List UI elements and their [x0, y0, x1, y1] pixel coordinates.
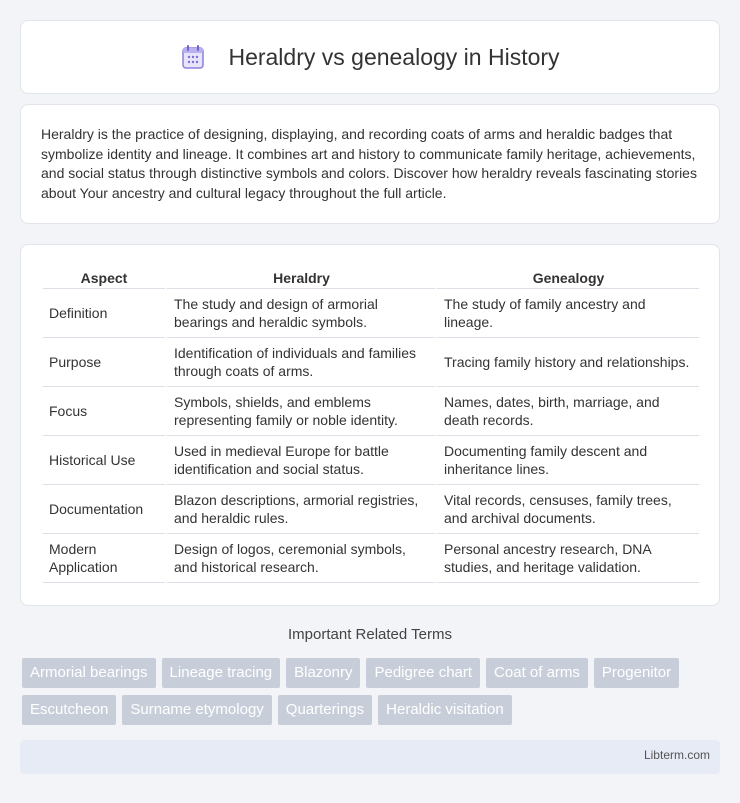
- cell-genealogy: Vital records, censuses, family trees, and archival documents.: [435, 485, 699, 534]
- cell-heraldry: The study and design of armorial bearings and heraldic symbols.: [165, 289, 435, 338]
- header-genealogy: Genealogy: [435, 265, 699, 289]
- related-term-tag[interactable]: Armorial bearings: [22, 658, 156, 688]
- related-term-tag[interactable]: Heraldic visitation: [378, 695, 512, 725]
- related-term-tag[interactable]: Pedigree chart: [366, 658, 480, 688]
- cell-aspect: Modern Application: [43, 534, 165, 583]
- title-card: [20, 20, 720, 94]
- comparison-table-card: [20, 244, 720, 606]
- cell-genealogy: Personal ancestry research, DNA studies, and heritage validation.: [435, 534, 699, 583]
- intro-card: [20, 104, 720, 224]
- table-row: [43, 338, 699, 387]
- cell-aspect: Documentation: [43, 485, 165, 534]
- related-terms-list: [22, 658, 722, 725]
- cell-genealogy: Documenting family descent and inheritance lines.: [435, 436, 699, 485]
- cell-heraldry: Blazon descriptions, armorial registries, and heraldic rules.: [165, 485, 435, 534]
- cell-heraldry: Used in medieval Europe for battle identification and social status.: [165, 436, 435, 485]
- cell-heraldry: Identification of individuals and families through coats of arms.: [165, 338, 435, 387]
- table-row: [43, 289, 699, 338]
- table-row: [43, 485, 699, 534]
- cell-genealogy: The study of family ancestry and lineage.: [435, 289, 699, 338]
- table-row: [43, 534, 699, 583]
- cell-aspect: Focus: [43, 387, 165, 436]
- table-row: [43, 436, 699, 485]
- related-term-tag[interactable]: Progenitor: [594, 658, 679, 688]
- cell-heraldry: Design of logos, ceremonial symbols, and historical research.: [165, 534, 435, 583]
- related-term-tag[interactable]: Escutcheon: [22, 695, 116, 725]
- footer-brand-link[interactable]: Libterm.com: [643, 748, 710, 762]
- related-term-tag[interactable]: Coat of arms: [486, 658, 588, 688]
- cell-genealogy: Names, dates, birth, marriage, and death records.: [435, 387, 699, 436]
- cell-aspect: Definition: [43, 289, 165, 338]
- related-term-tag[interactable]: Surname etymology: [122, 695, 271, 725]
- comparison-table: [43, 265, 699, 583]
- intro-text: Heraldry is the practice of designing, displaying, and recording coats of arms and heraldic badges that symbolize identity and lineage. It combines art and history to communicate family heritage, achievements, and social status through distinctive symbols and colors. Discover how heraldry reveals fascinating stories about Your ancestry and cultural legacy throughout the full article.: [41, 126, 697, 201]
- page-title: Heraldry vs genealogy in History: [228, 43, 560, 70]
- cell-heraldry: Symbols, shields, and emblems representing family or noble identity.: [165, 387, 435, 436]
- related-term-tag[interactable]: Lineage tracing: [162, 658, 281, 688]
- related-term-tag[interactable]: Quarterings: [278, 695, 372, 725]
- cell-aspect: Historical Use: [43, 436, 165, 485]
- header-heraldry: Heraldry: [165, 265, 435, 289]
- header-aspect: Aspect: [43, 265, 165, 289]
- table-row: [43, 387, 699, 436]
- cell-aspect: Purpose: [43, 338, 165, 387]
- document-grid-icon: [180, 44, 206, 70]
- cell-genealogy: Tracing family history and relationships.: [435, 338, 699, 387]
- table-header-row: [43, 265, 699, 289]
- footer: [20, 740, 720, 774]
- related-terms-title: Important Related Terms: [288, 626, 452, 643]
- related-term-tag[interactable]: Blazonry: [286, 658, 360, 688]
